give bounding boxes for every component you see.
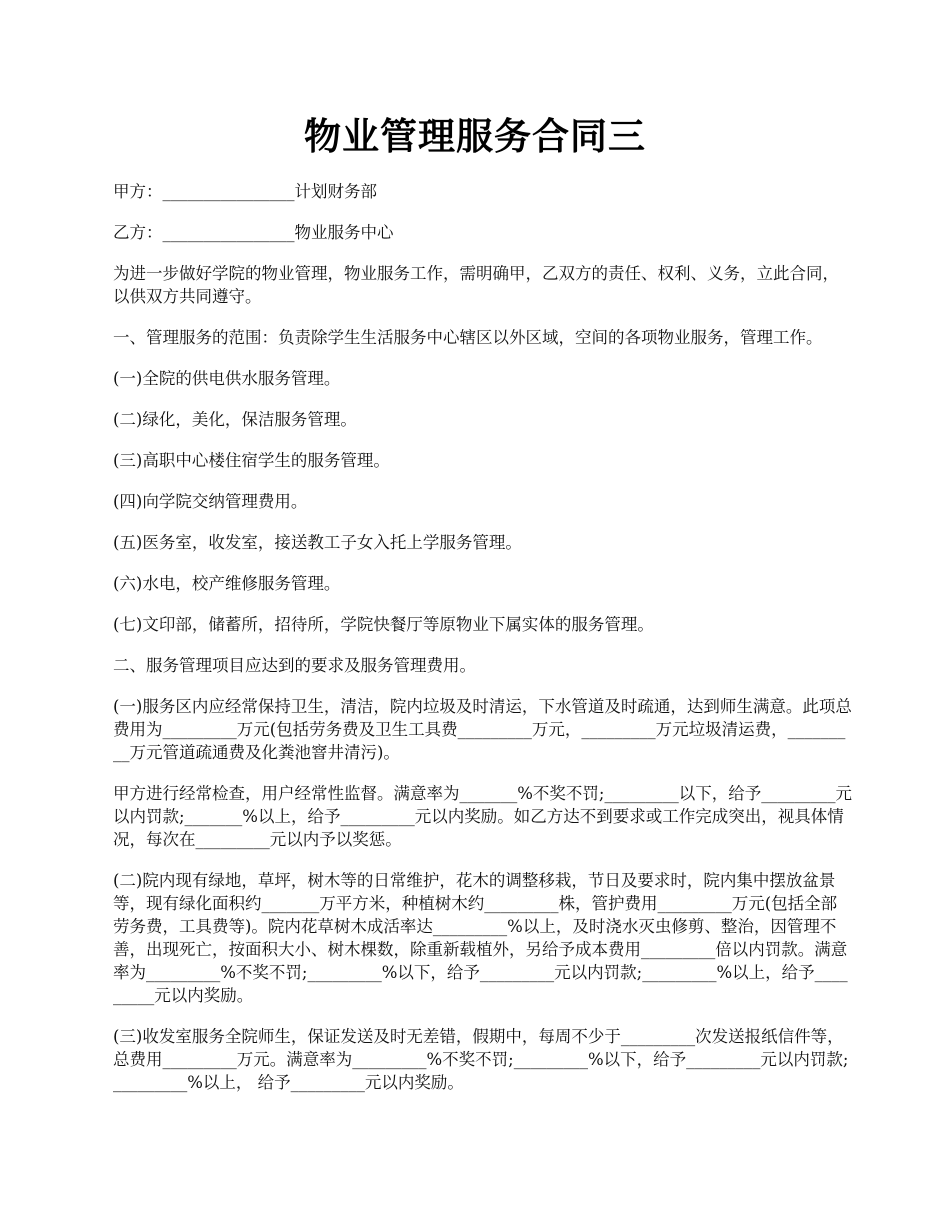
party-b-line: 乙方：________________物业服务中心 bbox=[113, 223, 394, 242]
section-2-heading: 二、服务管理项目应达到的要求及服务管理费用。 bbox=[113, 656, 476, 675]
scope-item-4: (四)向学院交纳管理费用。 bbox=[113, 492, 308, 511]
section-1-heading: 一、管理服务的范围：负责除学生生活服务中心辖区以外区域，空间的各项物业服务，管理工作。 bbox=[113, 328, 823, 347]
requirement-2-paragraph: (二)院内现有绿地，草坪，树木等的日常维护，花木的调整移栽，节日及要求时，院内集中摆放盆景等，现有绿化面积约_______万平方米，种植树木约_________株，管护费用_________万元(包括全部劳务费，工具费等)。院内花草树木成活率达_________%以上，及时浇水灭虫修剪、整治，因管理不善，出现死亡，按面积大小、树木棵数，除重新载植外，另给予成本费用_________倍以内罚款。满意率为_________%不奖不罚;_________%以下，给予_________元以内罚款;_________%以上，给予_________元以内奖励。 bbox=[113, 871, 848, 1005]
inspection-paragraph: 甲方进行经常检查，用户经常性监督。满意率为_______%不奖不罚;_________以下，给予_________元以内罚款;_______%以上，给予_________元以内奖励。如乙方达不到要求或工作完成突出，视具体情况，每次在_________元以内予以奖惩。 bbox=[113, 784, 852, 849]
scope-item-3: (三)高职中心楼住宿学生的服务管理。 bbox=[113, 451, 390, 470]
scope-item-2: (二)绿化，美化，保洁服务管理。 bbox=[113, 410, 357, 429]
requirement-1-paragraph: (一)服务区内应经常保持卫生，清洁，院内垃圾及时清运，下水管道及时疏通，达到师生满意。此项总费用为_________万元(包括劳务费及卫生工具费_________万元，_________万元垃圾清运费，_________万元管道疏通费及化粪池窨井清污)。 bbox=[113, 697, 852, 762]
scope-item-7: (七)文印部，储蓄所，招待所，学院快餐厅等原物业下属实体的服务管理。 bbox=[113, 615, 654, 634]
scope-item-5: (五)医务室，收发室，接送教工子女入托上学服务管理。 bbox=[113, 533, 522, 552]
document-title: 物业管理服务合同三 bbox=[304, 114, 646, 158]
preamble-paragraph: 为进一步做好学院的物业管理，物业服务工作，需明确甲，乙双方的责任、权利、义务，立此合同，以供双方共同遵守。 bbox=[113, 264, 839, 306]
scope-item-1: (一)全院的供电供水服务管理。 bbox=[113, 369, 341, 388]
document-body bbox=[113, 180, 853, 1112]
party-a-line: 甲方：________________计划财务部 bbox=[113, 182, 377, 201]
requirement-3-paragraph: (三)收发室服务全院师生，保证发送及时无差错，假期中，每周不少于_________次发送报纸信件等，总费用_________万元。满意率为_________%不奖不罚;_________%以下，给予_________元以内罚款;_________%以上， 给予_________元以内奖励。 bbox=[113, 1027, 849, 1092]
scope-item-6: (六)水电，校产维修服务管理。 bbox=[113, 574, 341, 593]
